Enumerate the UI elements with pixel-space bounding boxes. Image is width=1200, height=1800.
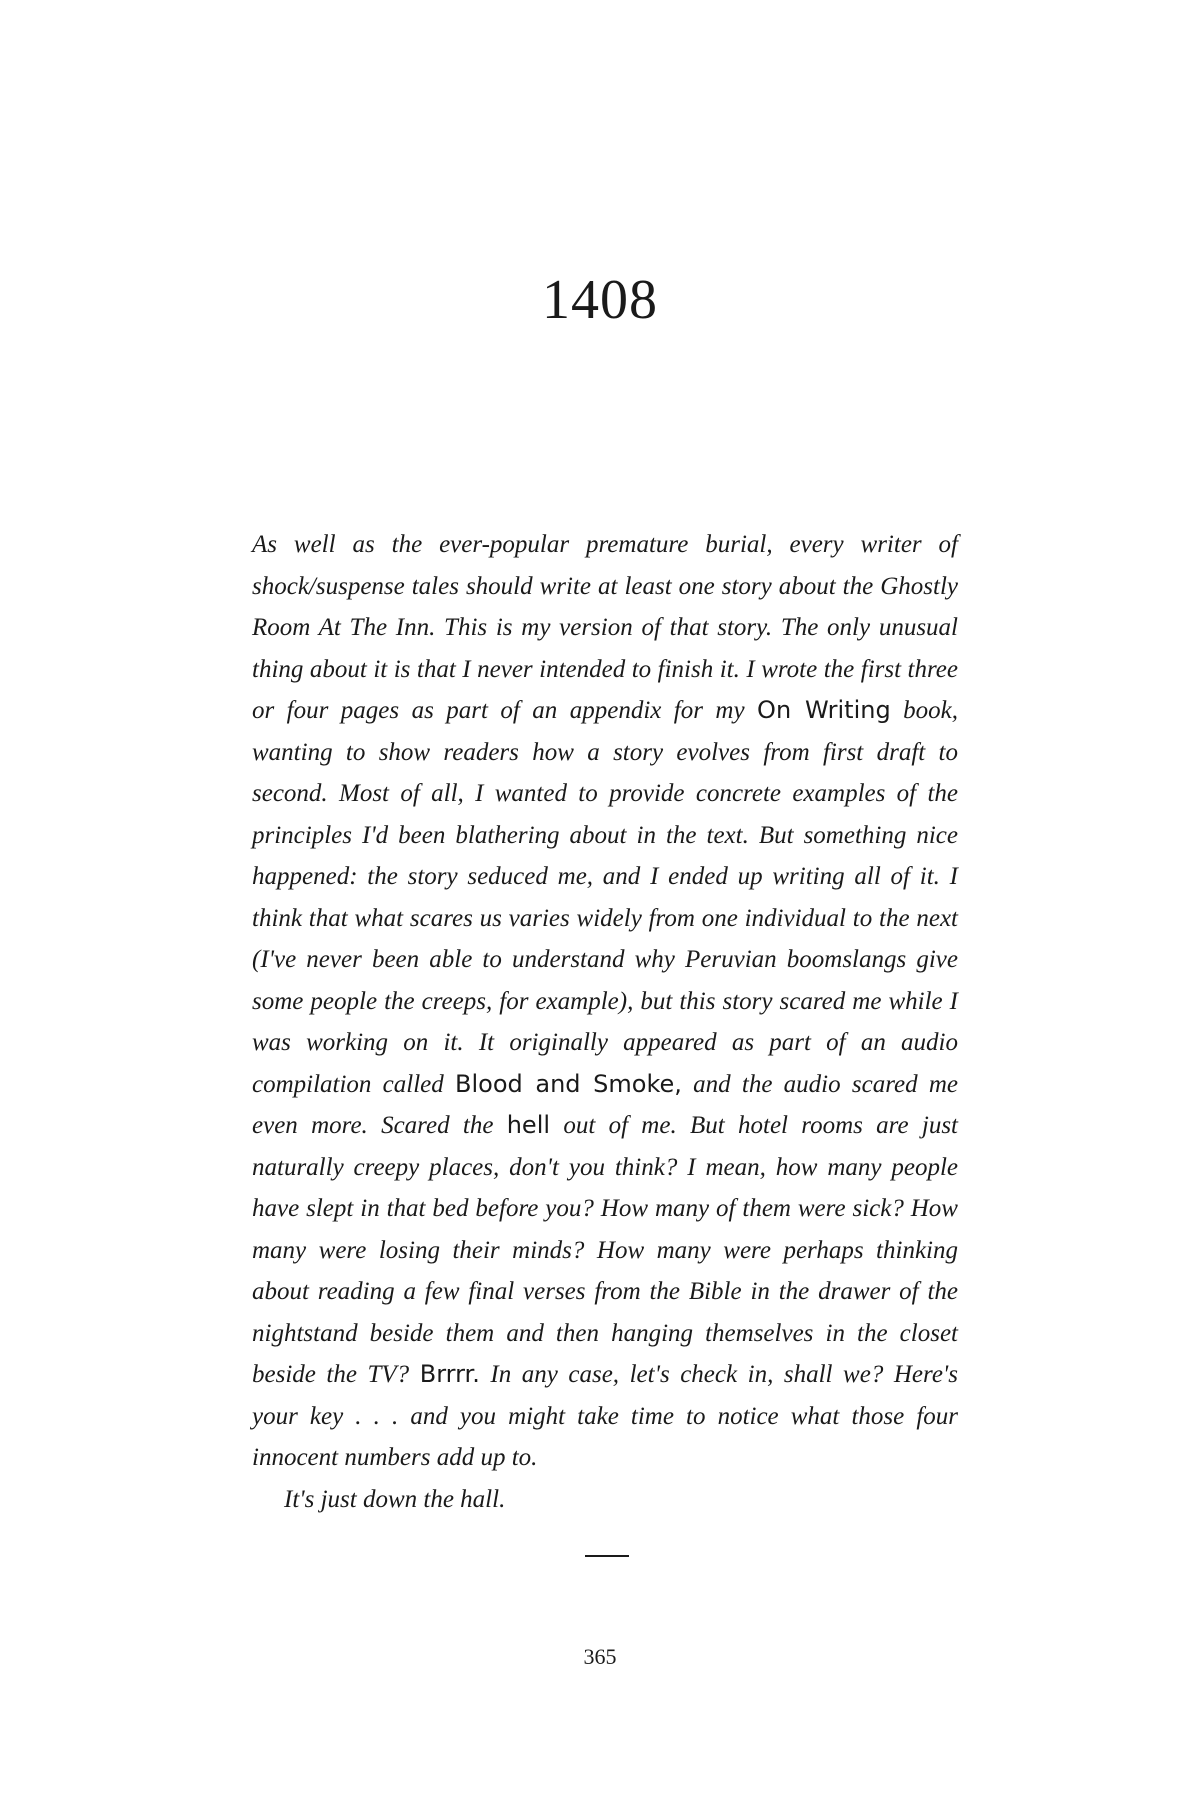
intro-text-segment: book, wanting to show readers how a story evolves from first draft to second. Most of all, I wanted to provide concrete examples of the principles I'd been blathering about in the text. But something nice happened: the story seduced me, and I ended up writing all of it. I think that what scares us varies widely from one individual to the next (I've never been able to understand why Peruvian boomslangs give some people the creeps, for example), but this story scared me while I was working on it. It originally appeared as part of an audio compilation called [252,697,958,1098]
intro-paragraph-2 [252,1479,958,1521]
page-number: 365 [583,1644,617,1669]
intro-text-segment: and the audio scared me even more. Scared the [252,1070,958,1139]
intro-text-segment: out of me. But hotel rooms are just naturally creepy places, don't you think? I mean, how many people have slept in that bed before you? How many of them were sick? How many were losing their minds? How many were perhaps thinking about reading a few final verses from the Bible in the drawer of the nightstand beside them and then hanging themselves in the closet beside the TV? [252,1112,958,1388]
intro-text-segment: It's just down the hall. [284,1485,506,1513]
intro-text-segment: In any case, let's check in, shall we? Here's your key . . . and you might take time to notice what those four innocent numbers add up to. [252,1361,958,1471]
section-divider [585,1555,629,1557]
emphasis-word: hell [506,1111,551,1139]
intro-paragraph-1 [252,524,958,1479]
intro-text-segment: As well as the ever-popular premature burial, every writer of shock/suspense tales should write at least one story about the Ghostly Room At The Inn. This is my version of that story. The only unusual thing about it is that I never intended to finish it. I wrote the first three or four pages as part of an appendix for my [252,531,958,724]
emphasis-word: Brrrr. [419,1360,480,1388]
chapter-introduction [252,524,958,1520]
chapter-title: 1408 [542,269,658,331]
book-title-on-writing: On Writing [757,696,891,724]
book-title-blood-and-smoke: Blood and Smoke, [455,1069,682,1098]
